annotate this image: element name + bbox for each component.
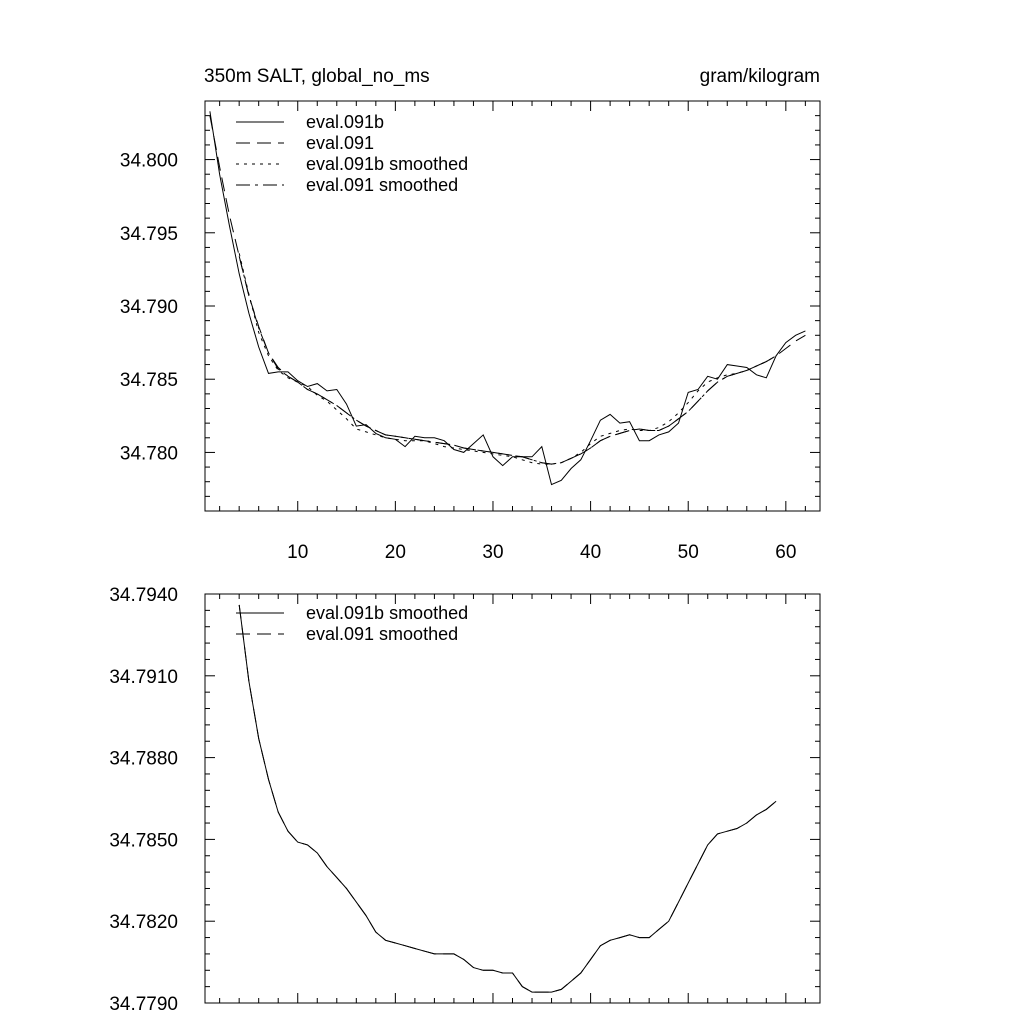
series-line-3: [239, 256, 776, 464]
y-tick-label: 34.7880: [109, 748, 178, 770]
y-tick-label: 34.790: [119, 297, 178, 318]
y-tick-label: 34.7790: [109, 994, 178, 1015]
legend-label-1: eval.091: [306, 133, 375, 153]
x-tick-label: 10: [287, 542, 309, 563]
bottom-panel: [109, 585, 820, 1015]
x-tick-label: 20: [384, 542, 406, 563]
series-line-0: [210, 111, 806, 484]
top-panel: [120, 101, 820, 563]
legend-label-1: eval.091 smoothed: [306, 624, 459, 644]
figure-title-right: gram/kilogram: [699, 66, 820, 87]
y-tick-label: 34.795: [119, 223, 178, 245]
y-tick-label: 34.7820: [109, 912, 178, 934]
y-tick-label: 34.7850: [109, 830, 178, 852]
x-tick-label: 50: [677, 542, 699, 563]
y-tick-label: 34.7940: [109, 585, 178, 606]
x-tick-label: 30: [482, 542, 504, 563]
y-tick-label: 34.800: [119, 150, 178, 172]
plot-frame: [205, 594, 820, 1003]
y-tick-label: 34.785: [119, 370, 178, 392]
legend-label-0: eval.091b: [306, 112, 385, 132]
series-line-1: [239, 605, 776, 992]
x-tick-label: 40: [580, 542, 602, 563]
series-line-1: [210, 116, 806, 465]
figure-title-left: 350m SALT, global_no_ms: [204, 66, 430, 87]
legend-label-3: eval.091 smoothed: [306, 175, 459, 195]
y-tick-label: 34.780: [119, 443, 178, 465]
legend-label-2: eval.091b smoothed: [306, 154, 469, 174]
x-tick-label: 60: [775, 542, 797, 563]
series-line-0: [239, 605, 776, 992]
series-line-2: [239, 253, 776, 464]
plot-frame: [205, 101, 820, 511]
legend-label-0: eval.091b smoothed: [306, 603, 469, 623]
y-tick-label: 34.7910: [109, 666, 178, 688]
